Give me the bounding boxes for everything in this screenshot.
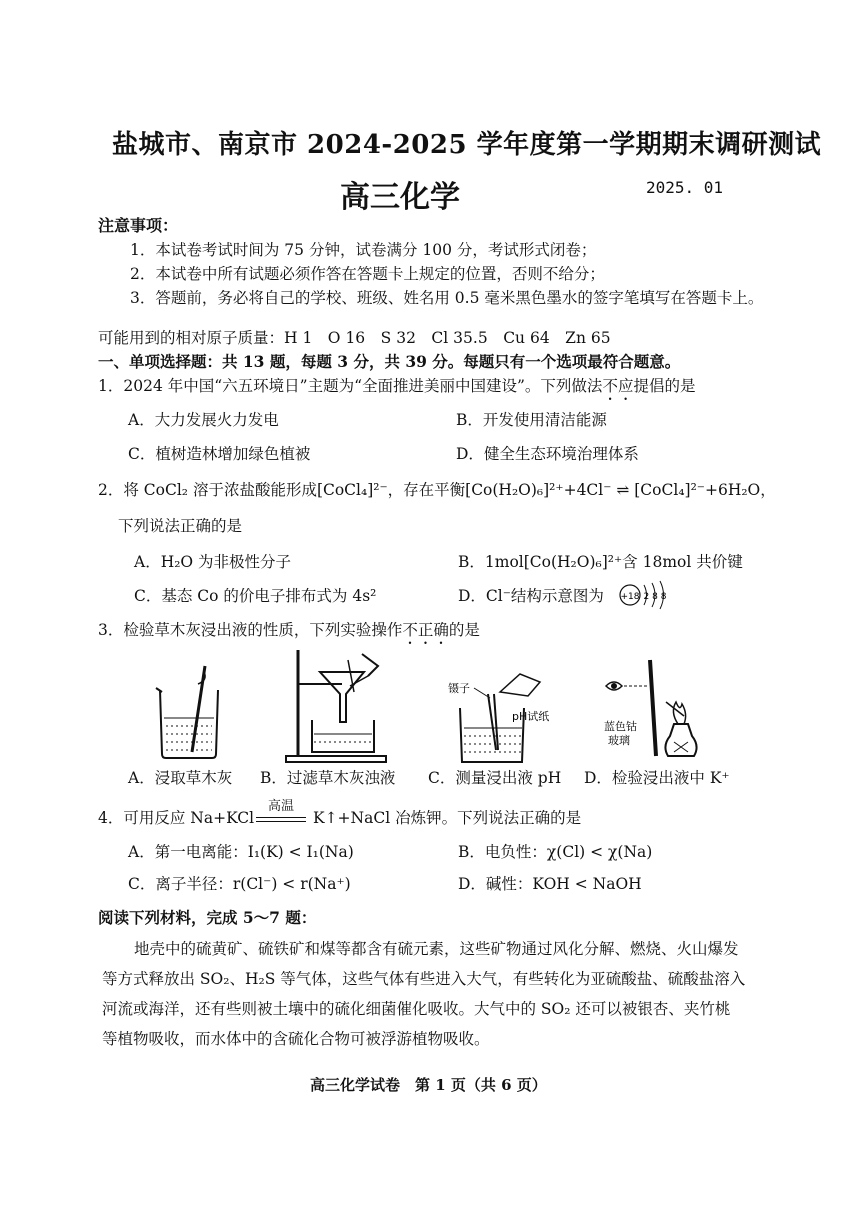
page-footer: 高三化学试卷 第 1 页（共 6 页）: [310, 1076, 547, 1094]
notice-item-1: 1．本试卷考试时间为 75 分钟，试卷满分 100 分，考试形式闭卷；: [130, 241, 597, 259]
section-heading: 一、单项选择题：共 13 题，每题 3 分，共 39 分。每题只有一个选项最符合题意。: [98, 352, 681, 371]
reaction-arrow: [254, 799, 308, 827]
q1-stem: [98, 374, 695, 404]
cobalt-glass-label: 玻璃: [608, 734, 630, 747]
q4-option-d: D．碱性：KOH < NaOH: [458, 875, 642, 893]
figure-c-ph-measurement: [440, 670, 560, 766]
q2-option-d: D．Cl⁻结构示意图为: [458, 587, 604, 605]
tweezers-label: 镊子: [448, 682, 470, 695]
atomic-masses: 可能用到的相对原子质量：H 1 O 16 S 32 Cl 35.5 Cu 64 Zn 65: [98, 329, 611, 347]
q4-option-a: A．第一电离能：I₁(K) < I₁(Na): [128, 843, 354, 861]
q1-option-a: A．大力发展火力发电: [128, 411, 279, 429]
q2-stem-line2: 下列说法正确的是: [118, 517, 243, 535]
figure-d-flame-test: [590, 656, 700, 764]
q4-option-c: C．离子半径：r(Cl⁻) < r(Na⁺): [128, 875, 351, 893]
q1-stem-part: 1．2024 年中国“六五环境日”主题为“全面推进美丽中国建设”。下列做法: [98, 377, 603, 395]
q3-stem-part: 3．检验草木灰浸出液的性质，下列实验操作: [98, 621, 403, 639]
notice-item-2: 2．本试卷中所有试题必须作答在答题卡上规定的位置，否则不给分；: [130, 265, 605, 283]
reading-line-2: 等方式释放出 SO₂、H₂S 等气体，这些气体有些进入大气，有些转化为亚硫酸盐、硫酸盐溶入: [102, 970, 746, 988]
q3-stem-emphasis: 不正确: [402, 621, 449, 639]
ph-paper-label: pH试纸: [512, 710, 550, 723]
q2-stem-line1: 2．将 CoCl₂ 溶于浓盐酸能形成[CoCl₄]²⁻，存在平衡[Co(H₂O)₆]²⁺+4Cl⁻ ⇌ [CoCl₄]²⁻+6H₂O，: [98, 481, 776, 499]
q3-option-c: C．测量浸出液 pH: [428, 769, 562, 787]
q3-stem-part: 的是: [448, 621, 480, 639]
q1-option-d: D．健全生态环境治理体系: [456, 445, 639, 463]
q3-option-b: B．过滤草木灰浊液: [260, 769, 396, 787]
exam-date: 2025. 01: [646, 178, 724, 197]
q2-option-a: A．H₂O 为非极性分子: [134, 553, 292, 571]
notice-heading: 注意事项：: [98, 216, 179, 235]
notice-item-3: 3．答题前，务必将自己的学校、班级、姓名用 0.5 毫米黑色墨水的签字笔填写在答题卡上。: [130, 289, 764, 307]
q4-option-b: B．电负性：χ(Cl) < χ(Na): [458, 843, 653, 861]
q4-stem: [98, 799, 582, 828]
q1-stem-part: 提倡的是: [633, 377, 696, 395]
reading-line-4: 等植物吸收，而水体中的含硫化合物可被浮游植物吸收。: [102, 1030, 490, 1048]
q1-stem-emphasis: 不应: [602, 377, 634, 395]
reading-line-3: 河流或海洋，还有些则被土壤中的硫化细菌催化吸收。大气中的 SO₂ 还可以被银杏、夹竹桃: [102, 1000, 731, 1018]
q2-option-c: C．基态 Co 的价电子排布式为 4s²: [134, 587, 377, 605]
cobalt-glass-label: 蓝色钴: [604, 720, 637, 733]
q1-option-c: C．植树造林增加绿色植被: [128, 445, 311, 463]
q2-option-b: B．1mol[Co(H₂O)₆]²⁺含 18mol 共价键: [458, 553, 743, 571]
figure-a-beaker-stirring: [150, 662, 230, 762]
atom-nucleus-label: +18: [620, 592, 640, 602]
reading-line-1: 地壳中的硫黄矿、硫铁矿和煤等都含有硫元素，这些矿物通过风化分解、燃烧、火山爆发: [134, 940, 739, 958]
subject-title: 高三化学: [340, 180, 460, 215]
q3-option-d: D．检验浸出液中 K⁺: [584, 769, 730, 787]
q4-stem-part: K↑+NaCl 冶炼钾。下列说法正确的是: [308, 809, 582, 827]
q3-stem: [98, 618, 480, 648]
q4-stem-part: 4．可用反应 Na+KCl: [98, 809, 255, 827]
chloride-ion-structure-diagram: [616, 580, 676, 610]
reaction-condition: 高温: [268, 799, 295, 814]
q3-option-a: A．浸取草木灰: [128, 769, 233, 787]
reading-intro: 阅读下列材料，完成 5～7 题：: [98, 908, 317, 927]
exam-title: 盐城市、南京市 2024-2025 学年度第一学期期末调研测试: [112, 130, 822, 160]
q1-option-b: B．开发使用清洁能源: [456, 411, 607, 429]
figure-b-filtration-setup: [282, 646, 392, 764]
atom-shells-label: 2 8 8: [643, 592, 667, 602]
